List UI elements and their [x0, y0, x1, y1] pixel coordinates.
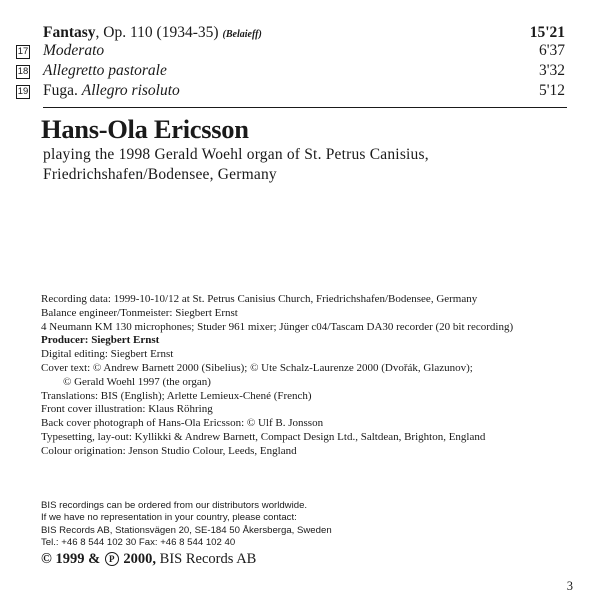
copyright-company: BIS Records AB	[156, 551, 257, 567]
distribution-line: If we have no representation in your country, please contact:	[41, 512, 297, 524]
copyright-prefix: © 1999 &	[41, 551, 104, 567]
credit-line: 4 Neumann KM 130 microphones; Studer 961 mixer; Jünger c04/Tascam DA30 recorder (20 bit recording)	[41, 320, 514, 333]
copyright-line	[41, 551, 256, 568]
page-number: 3	[566, 579, 573, 593]
phonogram-symbol-icon: P	[105, 552, 119, 566]
credit-line: Typesetting, lay-out: Kyllikki & Andrew Barnett, Compact Design Ltd., Saltdean, Brighton, England	[41, 430, 486, 443]
distribution-line: BIS Records AB, Stationsvägen 20, SE-184 50 Åkersberga, Sweden	[41, 524, 332, 536]
distribution-info	[41, 500, 332, 550]
track-row	[0, 42, 599, 62]
track-movement: Moderato	[43, 42, 105, 59]
track-title	[43, 82, 180, 100]
track-number-box: 19	[17, 86, 29, 97]
track-number-box: 17	[17, 46, 29, 57]
credit-line: Colour origination: Jenson Studio Colour, Leeds, England	[41, 444, 297, 457]
track-prefix: Fuga.	[43, 82, 82, 99]
track-duration: 5'12	[538, 82, 565, 99]
work-title	[43, 24, 262, 42]
recording-credits	[41, 293, 513, 459]
performer-name: Hans-Ola Ericsson	[41, 114, 249, 144]
track-duration: 3'32	[538, 62, 565, 79]
distribution-line: BIS recordings can be ordered from our distributors worldwide.	[41, 500, 308, 511]
track-row	[0, 82, 599, 102]
track-duration: 6'37	[538, 42, 565, 59]
credit-line: Front cover illustration: Klaus Röhring	[41, 403, 213, 416]
track-row	[0, 62, 599, 82]
work-name: Fantasy	[43, 24, 96, 41]
track-title	[43, 42, 104, 60]
distribution-line: Tel.: +46 8 544 102 30 Fax: +46 8 544 102 40	[41, 537, 236, 549]
work-publisher: (Belaieff)	[222, 29, 262, 40]
track-movement: Allegro risoluto	[81, 82, 180, 99]
track-number-box: 18	[17, 66, 29, 77]
section-divider	[43, 107, 567, 108]
copyright-year: 2000,	[119, 551, 157, 567]
credit-line: © Gerald Woehl 1997 (the organ)	[63, 375, 211, 388]
credit-line: Digital editing: Siegbert Ernst	[41, 348, 174, 361]
track-title	[43, 62, 167, 80]
credit-line: Recording data: 1999-10-10/12 at St. Petrus Canisius Church, Friedrichshafen/Bodensee, Germany	[41, 293, 478, 305]
credit-line: Back cover photograph of Hans-Ola Ericsson: © Ulf B. Jonsson	[41, 417, 324, 430]
total-duration: 15'21	[529, 24, 565, 41]
performer-description-line1: playing the 1998 Gerald Woehl organ of St. Petrus Canisius,	[43, 146, 429, 163]
credit-line-producer: Producer: Siegbert Ernst	[41, 334, 160, 347]
performer-description-line2: Friedrichshafen/Bodensee, Germany	[43, 166, 277, 183]
credit-line: Cover text: © Andrew Barnett 2000 (Sibelius); © Ute Schalz-Laurenze 2000 (Dvořák, Glazunov);	[41, 361, 473, 374]
credit-line: Balance engineer/Tonmeister: Siegbert Ernst	[41, 306, 238, 319]
track-movement: Allegretto pastorale	[43, 62, 167, 79]
credit-line: Translations: BIS (English); Arlette Lemieux-Chené (French)	[41, 389, 312, 402]
work-opus: , Op. 110 (1934-35)	[95, 24, 219, 41]
